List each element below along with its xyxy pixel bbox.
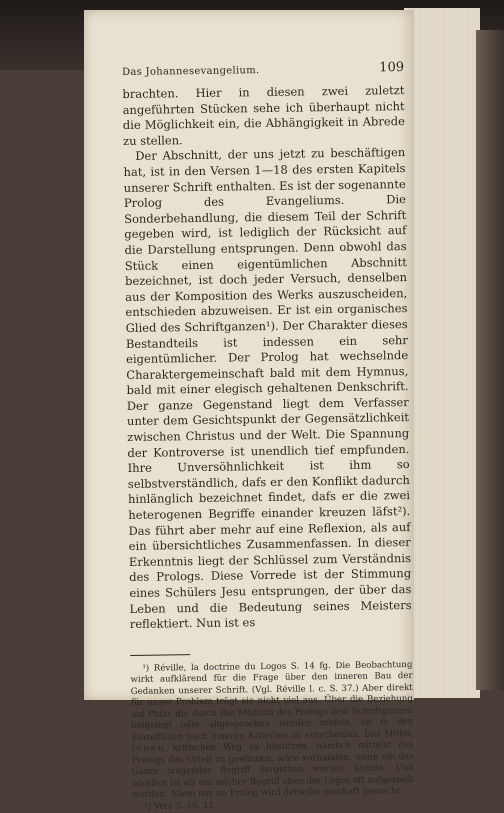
running-title: Das Johannesevangelium. — [122, 65, 260, 78]
footnote-rule — [130, 654, 190, 656]
footnote-1 — [130, 660, 414, 802]
book-shadow — [476, 30, 504, 690]
footnote-1-part-b: kritischen Weg zu benutzen, nämlich mittelst des Prologs das Urteil zu gewinnen, wäre vorhanden, wenn ein das Ganze tragender Begriff dargethan werden könnte. Und wirklich ist als ein solcher Begriff eben der Logos oft aufgestellt worden. Allein nur im Prolog wird derselbe namhaft gemacht. — [131, 740, 415, 801]
footnotes — [130, 660, 414, 813]
footnote-1-spaced-word: jenen — [131, 743, 166, 755]
paragraph-2: Der Abschnitt, der uns jetzt zu beschäftigen hat, ist in den Versen 1—18 des ersten Kapitels unserer Schrift enthalten. Es ist der sogenannte Prolog des Evangeliums. Die Sonderbehandlung, die diesem Teil der Schrift gegeben wird, ist lediglich der Rücksicht auf die Darstellung entsprungen. Denn obwohl das Stück einen eigentümlichen Abschnitt bezeichnet, ist doch jeder Versuch, denselben aus der Komposition des Werks auszuscheiden, entschieden abzuweisen. Er ist ein organisches Glied des Schriftganzen¹). Der Charakter dieses Bestandteils ist indessen ein sehr eigentümlicher. Der Prolog hat wechselnde Charaktergemeinschaft bald mit dem Hymnus, bald mit einer elegisch gehaltenen Denkschrift. Der ganze Gegenstand liegt dem Verfasser unter dem Gesichtspunkt der Gegensätzlichkeit zwischen Christus und der Welt. Die Spannung der Kontroverse ist unendlich tief empfunden. Ihre Unversöhnlichkeit ist ihm so selbstverständlich, dafs er den Konflikt dadurch hinlänglich bezeichnet findet, dafs er die zwei heterogenen Begriffe einander kreuzen läfst²). Das führt aber mehr auf eine Reflexion, als auf ein übersichtliches Zusammenfassen. In dieser Erkenntnis liegt der Schlüssel zum Verständnis des Prologs. Diese Vorrede ist der Stimmung eines Schülers Jesu entsprungen, der über das Leben und die Bedeutung seines Meisters reflektiert. Nun ist es — [123, 145, 412, 632]
page-number: 109 — [379, 60, 405, 76]
body-text — [122, 83, 412, 633]
page-edges — [404, 8, 480, 698]
running-header — [122, 60, 404, 79]
text-block — [122, 60, 414, 813]
paragraph-1: brachten. Hier in diesen zwei zuletzt angeführten Stücken sehe ich überhaupt nicht die Möglichkeit ein, die Abhängigkeit in Abrede zu stellen. — [122, 83, 405, 148]
footnote-2: ²) Vers 5. 10. 11. — [144, 800, 217, 812]
book-page — [84, 10, 415, 812]
footnote-1-part-a: ¹) Réville, la doctrine du Logos S. 14 fg. Die Beobachtung wirkt aufklärend für die Frage über den inneren Bau der Gedanken unserer Schrift. (Vgl. Réville l. c. S. 37.) Aber direkt für unser Problem trägt sie nicht viel aus. Über die Beziehung auf Philo, die durch das Medium des Prologs dem Schriftganzen beigelegt oder abgesprochen werden müfste, ist in den Einzelfällen nach inneren Kriterien zu entscheiden. Das Mittel, — [130, 659, 414, 743]
